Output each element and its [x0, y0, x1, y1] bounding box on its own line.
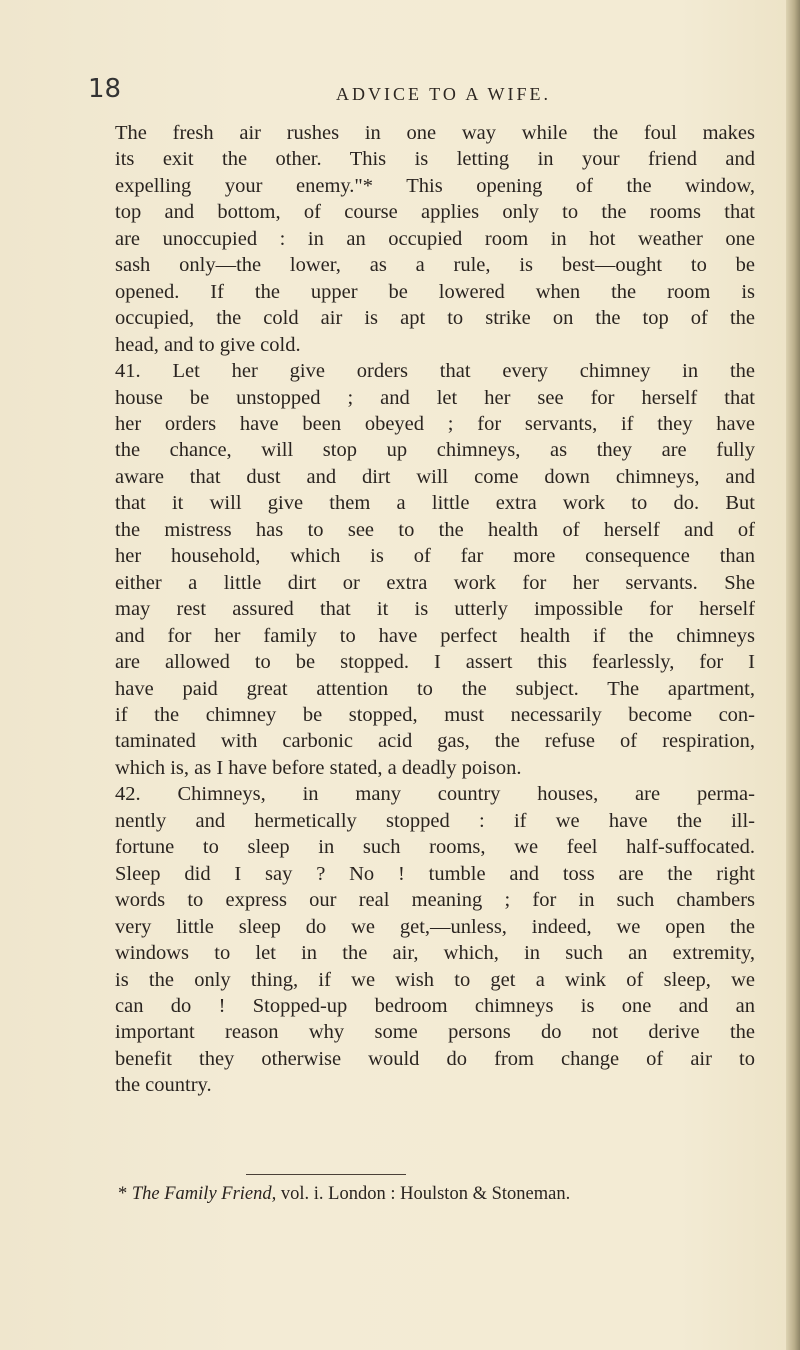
page-header	[88, 74, 758, 110]
footnote-rule	[246, 1174, 406, 1175]
text-line: if the chimney be stopped, must necessarily become con-	[115, 703, 755, 726]
footnote-source: vol. i. London : Houlston & Stoneman.	[276, 1184, 571, 1204]
text-line: sash only—the lower, as a rule, is best—ought to be	[115, 254, 755, 277]
text-line: head, and to give cold.	[115, 333, 301, 356]
text-line: windows to let in the air, which, in such an extremity,	[115, 942, 755, 965]
text-line: either a little dirt or extra work for her servants. She	[115, 571, 755, 594]
text-line: her orders have been obeyed ; for servants, if they have	[115, 412, 755, 435]
text-line: benefit they otherwise would do from change of air to	[115, 1047, 755, 1070]
text-line: the country.	[115, 1074, 212, 1097]
text-line: the mistress has to see to the health of herself and of	[115, 518, 755, 541]
text-line: top and bottom, of course applies only to the rooms that	[115, 201, 755, 224]
text-line: 41. Let her give orders that every chimney in the	[115, 360, 755, 383]
text-line: very little sleep do we get,—unless, indeed, we open the	[115, 915, 755, 938]
text-line: is the only thing, if we wish to get a wink of sleep, we	[115, 968, 755, 991]
footnote	[118, 1184, 570, 1205]
running-head: ADVICE TO A WIFE.	[336, 84, 552, 104]
text-line: can do ! Stopped-up bedroom chimneys is one and an	[115, 994, 755, 1017]
text-line: 42. Chimneys, in many country houses, are perma-	[115, 783, 755, 806]
text-line: its exit the other. This is letting in your friend and	[115, 148, 755, 171]
text-line: her household, which is of far more consequence than	[115, 545, 755, 568]
text-line: and for her family to have perfect health if the chimneys	[115, 624, 755, 647]
page-edge-shadow	[786, 0, 800, 1350]
text-line: may rest assured that it is utterly impossible for herself	[115, 598, 755, 621]
text-line: are unoccupied : in an occupied room in hot weather one	[115, 227, 755, 250]
text-line: house be unstopped ; and let her see for herself that	[115, 386, 755, 409]
text-line: words to express our real meaning ; for in such chambers	[115, 889, 755, 912]
text-line: the chance, will stop up chimneys, as they are fully	[115, 439, 755, 462]
text-line: fortune to sleep in such rooms, we feel half-suffocated.	[115, 836, 755, 859]
text-line: occupied, the cold air is apt to strike on the top of the	[115, 307, 755, 330]
page-number: 18	[88, 74, 122, 104]
text-line: have paid great attention to the subject. The apartment,	[115, 677, 755, 700]
text-line: are allowed to be stopped. I assert this fearlessly, for I	[115, 651, 755, 674]
text-line: important reason why some persons do not derive the	[115, 1021, 755, 1044]
body-text	[115, 120, 755, 1099]
text-line: which is, as I have before stated, a deadly poison.	[115, 756, 522, 779]
footnote-marker: *	[118, 1184, 132, 1204]
text-line: nently and hermetically stopped : if we have the ill-	[115, 809, 755, 832]
text-line: Sleep did I say ? No ! tumble and toss are the right	[115, 862, 755, 885]
footnote-title: The Family Friend,	[131, 1184, 277, 1204]
text-line: aware that dust and dirt will come down chimneys, and	[115, 465, 755, 488]
text-line: that it will give them a little extra work to do. But	[115, 492, 755, 515]
text-line: The fresh air rushes in one way while the foul makes	[115, 122, 755, 144]
text-line: expelling your enemy."* This opening of the window,	[115, 174, 755, 197]
text-line: taminated with carbonic acid gas, the refuse of respiration,	[115, 730, 755, 753]
text-line: opened. If the upper be lowered when the room is	[115, 280, 755, 303]
